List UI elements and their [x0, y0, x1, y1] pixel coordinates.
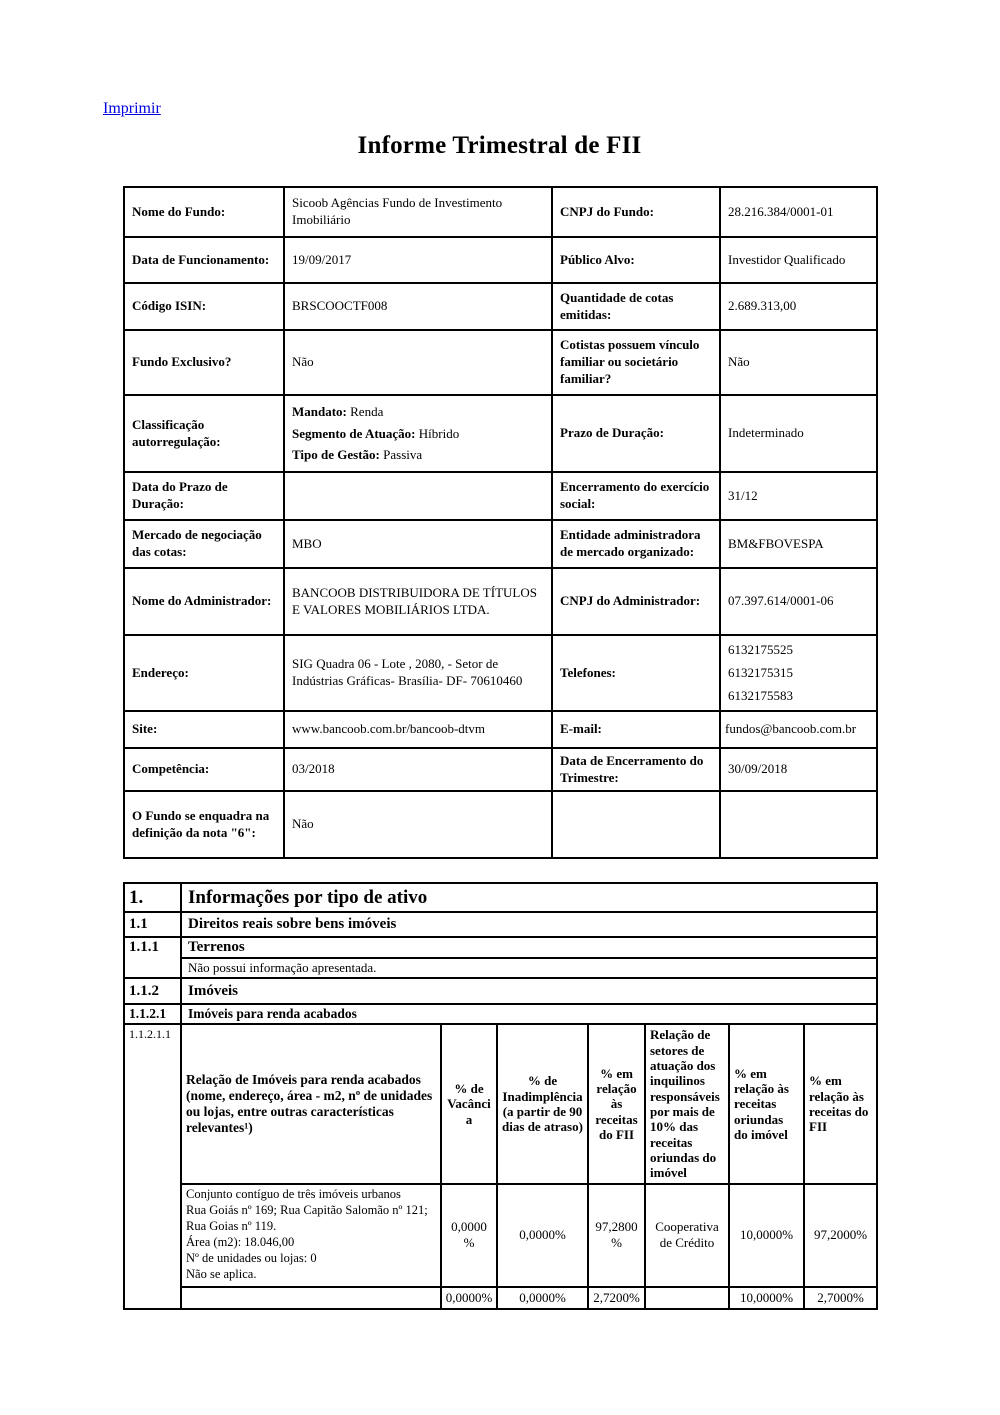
info-row-classificacao — [124, 395, 877, 472]
section-title-1-1-2-1: Imóveis para renda acabados — [181, 1004, 877, 1024]
value-data-funcionamento: 19/09/2017 — [284, 237, 552, 283]
label-entidade-administradora: Entidade administradora de mercado organizado: — [552, 520, 720, 568]
label-codigo-isin: Código ISIN: — [124, 283, 284, 330]
label-endereco: Endereço: — [124, 635, 284, 711]
cell-setores-1: Cooperativa de Crédito — [645, 1184, 729, 1287]
header-receitas-fii: % em relação às receitas do FII — [588, 1024, 645, 1183]
print-link[interactable]: Imprimir — [103, 100, 161, 117]
section-title-1: Informações por tipo de ativo — [181, 883, 877, 912]
section-row-1-1 — [124, 912, 877, 937]
cell-receitas-fii-2: 2,7200% — [588, 1287, 645, 1309]
segmento-value: Híbrido — [418, 425, 460, 441]
property-description-line: Nº de unidades ou lojas: 0 — [186, 1250, 317, 1265]
gestao-key: Tipo de Gestão: — [292, 447, 380, 463]
label-email: E-mail: — [552, 711, 720, 748]
property-description-line: Não se aplica. — [186, 1266, 257, 1281]
value-telefones — [720, 635, 877, 711]
cell-inadimplencia-2: 0,0000% — [497, 1287, 588, 1309]
value-encerramento-exercicio: 31/12 — [720, 472, 877, 520]
section-row-1-1-2-1 — [124, 1004, 877, 1024]
gestao-value: Passiva — [383, 447, 423, 463]
label-data-funcionamento: Data de Funcionamento: — [124, 237, 284, 283]
property-description-line: Conjunto contíguo de três imóveis urbanos — [186, 1187, 401, 1202]
cell-receitas-fii2-1: 97,2000% — [804, 1184, 877, 1287]
label-encerramento-exercicio: Encerramento do exercício social: — [552, 472, 720, 520]
value-endereco: SIG Quadra 06 - Lote , 2080, - Setor de Indústrias Gráficas- Brasília- DF- 70610460 — [284, 635, 552, 711]
page-title: Informe Trimestral de FII — [357, 132, 642, 159]
label-cotistas-vinculo: Cotistas possuem vínculo familiar ou societário familiar? — [552, 330, 720, 395]
value-prazo-duracao: Indeterminado — [720, 395, 877, 472]
header-vacancia: % de Vacância — [441, 1024, 497, 1183]
section-row-1-1-1 — [124, 937, 877, 958]
value-cotistas-vinculo: Não — [720, 330, 877, 395]
detail-header-row — [124, 1024, 877, 1183]
telefone-3: 6132175583 — [728, 687, 793, 703]
label-nome-do-fundo: Nome do Fundo: — [124, 187, 284, 237]
value-cnpj-do-fundo: 28.216.384/0001-01 — [720, 187, 877, 237]
value-fundo-exclusivo: Não — [284, 330, 552, 395]
value-quantidade-cotas: 2.689.313,00 — [720, 283, 877, 330]
value-data-prazo-duracao — [284, 472, 552, 520]
asset-sections-table — [123, 882, 878, 1025]
telefone-1: 6132175525 — [728, 642, 793, 657]
label-telefones: Telefones: — [552, 635, 720, 711]
value-nome-do-fundo: Sicoob Agências Fundo de Investimento Imobiliário — [284, 187, 552, 237]
value-classificacao — [284, 395, 552, 472]
section-title-1-1: Direitos reais sobre bens imóveis — [181, 912, 877, 937]
label-prazo-duracao: Prazo de Duração: — [552, 395, 720, 472]
value-site: www.bancoob.com.br/bancoob-dtvm — [284, 711, 552, 748]
cell-receitas-fii2-2: 2,7000% — [804, 1287, 877, 1309]
label-cnpj-do-fundo: CNPJ do Fundo: — [552, 187, 720, 237]
info-row-data-prazo — [124, 472, 877, 520]
label-fundo-exclusivo: Fundo Exclusivo? — [124, 330, 284, 395]
segmento-key: Segmento de Atuação: — [292, 425, 416, 441]
section-number-1-1-2-1: 1.1.2.1 — [124, 1004, 181, 1024]
info-row-nome-fundo — [124, 187, 877, 237]
info-row-codigo-isin — [124, 283, 877, 330]
header-receitas-fii-2: % em relação às receitas do FII — [804, 1024, 877, 1183]
section-row-1 — [124, 883, 877, 912]
info-row-mercado-negociacao — [124, 520, 877, 568]
section-number-1: 1. — [124, 883, 181, 912]
value-data-encerramento-trimestre: 30/09/2018 — [720, 748, 877, 791]
cell-desc-2 — [181, 1287, 441, 1309]
section-number-1-1-2: 1.1.2 — [124, 978, 181, 1004]
value-nome-administrador: BANCOOB DISTRIBUIDORA DE TÍTULOS E VALORES MOBILIÁRIOS LTDA. — [284, 568, 552, 635]
property-row-1 — [124, 1184, 877, 1287]
info-row-competencia — [124, 748, 877, 791]
label-publico-alvo: Público Alvo: — [552, 237, 720, 283]
label-mercado-negociacao: Mercado de negociação das cotas: — [124, 520, 284, 568]
cell-receitas-imovel-2: 10,0000% — [729, 1287, 804, 1309]
header-inadimplencia: % de Inadimplência (a partir de 90 dias de atraso) — [497, 1024, 588, 1183]
info-row-data-funcionamento — [124, 237, 877, 283]
property-row-2 — [124, 1287, 877, 1309]
label-nome-administrador: Nome do Administrador: — [124, 568, 284, 635]
label-empty — [552, 791, 720, 858]
cell-receitas-fii-1: 97,2800% — [588, 1184, 645, 1287]
section-row-1-1-1-note — [124, 958, 877, 978]
property-description — [181, 1184, 441, 1287]
header-setores-inquilinos: Relação de setores de atuação dos inquilinos responsáveis por mais de 10% das receitas oriundas do imóvel — [645, 1024, 729, 1183]
classificacao-mandato — [292, 401, 544, 422]
value-codigo-isin: BRSCOOCTF008 — [284, 283, 552, 330]
label-nota-6: O Fundo se enquadra na definição da nota "6": — [124, 791, 284, 858]
info-row-nota-6 — [124, 791, 877, 858]
no-info-note: Não possui informação apresentada. — [181, 958, 877, 978]
classificacao-gestao — [292, 444, 544, 465]
value-competencia: 03/2018 — [284, 748, 552, 791]
label-quantidade-cotas: Quantidade de cotas emitidas: — [552, 283, 720, 330]
value-entidade-administradora: BM&FBOVESPA — [720, 520, 877, 568]
label-data-prazo-duracao: Data do Prazo de Duração: — [124, 472, 284, 520]
section-row-1-1-2 — [124, 978, 877, 1004]
value-nota-6: Não — [284, 791, 552, 858]
value-empty — [720, 791, 877, 858]
telefone-2: 6132175315 — [728, 664, 793, 680]
property-description-line: Rua Goiás nº 169; Rua Capitão Salomão nº 121; Rua Goias nº 119. — [186, 1203, 428, 1234]
info-row-fundo-exclusivo — [124, 330, 877, 395]
label-data-encerramento-trimestre: Data de Encerramento do Trimestre: — [552, 748, 720, 791]
section-title-1-1-1: Terrenos — [181, 937, 877, 958]
income-properties-table — [123, 1023, 878, 1309]
cell-receitas-imovel-1: 10,0000% — [729, 1184, 804, 1287]
section-number-1-1-1: 1.1.1 — [124, 937, 181, 978]
detail-row-number: 1.1.2.1.1 — [124, 1024, 181, 1308]
info-row-site — [124, 711, 877, 748]
cell-vacancia-2: 0,0000% — [441, 1287, 497, 1309]
mandato-value: Renda — [350, 404, 384, 420]
fund-info-table — [123, 186, 878, 859]
info-row-endereco — [124, 635, 877, 711]
cell-setores-2 — [645, 1287, 729, 1309]
label-classificacao: Classificação autorregulação: — [124, 395, 284, 472]
value-mercado-negociacao: MBO — [284, 520, 552, 568]
info-row-nome-administrador — [124, 568, 877, 635]
section-number-1-1: 1.1 — [124, 912, 181, 937]
cell-inadimplencia-1: 0,0000% — [497, 1184, 588, 1287]
header-receitas-imovel: % em relação às receitas oriundas do imóvel — [729, 1024, 804, 1183]
label-competencia: Competência: — [124, 748, 284, 791]
classificacao-segmento — [292, 423, 544, 444]
document-body — [123, 132, 876, 1310]
label-site: Site: — [124, 711, 284, 748]
value-email: fundos@bancoob.com.br — [720, 711, 877, 748]
value-cnpj-administrador: 07.397.614/0001-06 — [720, 568, 877, 635]
value-publico-alvo: Investidor Qualificado — [720, 237, 877, 283]
cell-vacancia-1: 0,0000% — [441, 1184, 497, 1287]
property-description-line: Área (m2): 18.046,00 — [186, 1235, 295, 1250]
mandato-key: Mandato: — [292, 404, 347, 420]
header-relacao-imoveis: Relação de Imóveis para renda acabados (nome, endereço, área - m2, nº de unidades ou lojas, entre outras características relevantes¹) — [181, 1024, 441, 1183]
section-title-1-1-2: Imóveis — [181, 978, 877, 1004]
label-cnpj-administrador: CNPJ do Administrador: — [552, 568, 720, 635]
